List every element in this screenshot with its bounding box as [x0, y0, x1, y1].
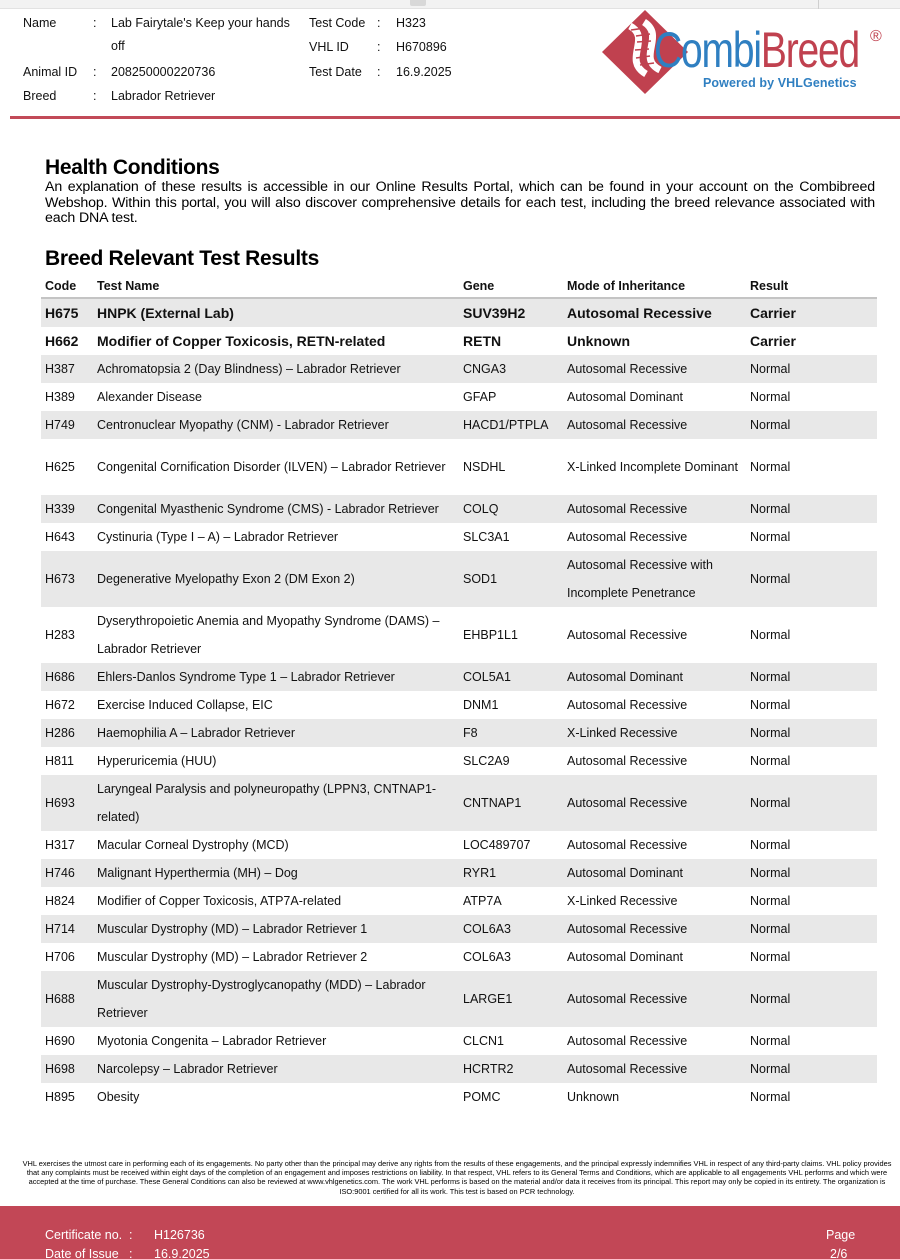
cell-test-name: Malignant Hyperthermia (MH) – Dog	[93, 859, 459, 887]
table-row	[41, 383, 877, 411]
cell-result: Carrier	[750, 333, 796, 349]
cell-gene: LARGE1	[459, 971, 563, 1027]
page-footer	[0, 1206, 900, 1259]
cell-code: H643	[45, 530, 75, 544]
cell-code: H625	[45, 460, 75, 474]
cell-result: Carrier	[746, 298, 877, 327]
cell-test-name: Dyserythropoietic Anemia and Myopathy Syndrome (DAMS) – Labrador Retriever	[97, 614, 440, 656]
table-row	[41, 831, 877, 859]
cell-result: Normal	[746, 775, 877, 831]
cell-result: Normal	[750, 628, 791, 642]
table-row	[41, 775, 877, 831]
table-row	[41, 719, 877, 747]
cell-result: Normal	[750, 754, 791, 768]
cell-mode: Autosomal Recessive	[563, 298, 746, 327]
cell-mode: Autosomal Recessive	[567, 1034, 688, 1048]
cell-test-name: Ehlers-Danlos Syndrome Type 1 – Labrador Retriever	[93, 663, 459, 691]
cell-gene: POMC	[463, 1090, 501, 1104]
table-row	[41, 551, 877, 607]
cell-result: Normal	[750, 698, 791, 712]
cell-gene: NSDHL	[463, 460, 506, 474]
col-header-code: Code	[41, 275, 93, 298]
cell-mode: Autosomal Recessive	[567, 698, 688, 712]
cell-code: H895	[45, 1090, 75, 1104]
page-label: Page	[826, 1228, 856, 1242]
cell-mode: Autosomal Dominant	[567, 390, 684, 404]
cell-gene: SOD1	[459, 551, 563, 607]
col-header-test-name: Test Name	[93, 275, 459, 298]
cell-code: H286	[41, 719, 93, 747]
cell-code: H387	[41, 355, 93, 383]
cell-gene: DNM1	[463, 698, 499, 712]
name-colon: :	[93, 16, 97, 30]
issue-date-value: 16.9.2025	[154, 1247, 210, 1259]
cell-code: H706	[45, 950, 75, 964]
test-date-label: Test Date	[309, 65, 362, 79]
cell-result: Normal	[746, 411, 877, 439]
table-row	[41, 298, 877, 327]
cell-gene: CLCN1	[463, 1034, 504, 1048]
cell-code: H339	[41, 495, 93, 523]
animal-id-label: Animal ID	[23, 65, 78, 79]
page-number: 2/6	[830, 1247, 848, 1259]
table-row	[41, 915, 877, 943]
cell-gene: SLC3A1	[463, 530, 510, 544]
cell-gene: SLC2A9	[463, 754, 510, 768]
cell-code: H389	[45, 390, 75, 404]
name-value-continued: off	[111, 39, 125, 53]
cell-mode: Autosomal Recessive with Incomplete Penetrance	[563, 551, 746, 607]
cell-test-name: Muscular Dystrophy-Dystroglycanopathy (MDD) – Labrador Retriever	[93, 971, 459, 1027]
cell-result: Normal	[746, 971, 877, 1027]
cell-mode: Autosomal Recessive	[563, 495, 746, 523]
test-date-value: 16.9.2025	[396, 65, 452, 79]
cell-gene: COL6A3	[463, 950, 511, 964]
name-label: Name	[23, 16, 57, 30]
cell-mode: X-Linked Recessive	[567, 894, 678, 908]
cell-test-name: HNPK (External Lab)	[93, 298, 459, 327]
cell-test-name: Modifier of Copper Toxicosis, RETN-related	[97, 333, 386, 349]
cell-mode: Autosomal Recessive	[563, 971, 746, 1027]
issue-date-label: Date of Issue	[45, 1247, 119, 1259]
certificate-line	[45, 1228, 205, 1242]
cell-mode: Autosomal Recessive	[563, 411, 746, 439]
table-row	[41, 747, 877, 775]
cell-test-name: Centronuclear Myopathy (CNM) - Labrador Retriever	[93, 411, 459, 439]
cell-result: Normal	[746, 551, 877, 607]
table-row	[41, 607, 877, 663]
cell-code: H672	[45, 698, 75, 712]
cell-result: Normal	[746, 663, 877, 691]
cell-mode: Autosomal Recessive	[563, 775, 746, 831]
cell-mode: Autosomal Dominant	[567, 950, 684, 964]
cell-test-name: Obesity	[97, 1090, 140, 1104]
cell-gene: RETN	[463, 333, 502, 349]
table-row	[41, 327, 877, 355]
cell-test-name: Cystinuria (Type I – A) – Labrador Retriever	[97, 530, 339, 544]
cell-gene: COLQ	[459, 495, 563, 523]
disclaimer-text: VHL exercises the utmost care in performing each of its engagements. No party other than the principal may derive any rights from the results of these engagements, and the principal expressly indemnifies VHL in respect of any third-party claims. VHL policy provides that any complaints must be received within eight days of the completion of an engagement and imposes restrictions on liability. In that respect, VHL refers to its General Terms and Conditions, which are applicable to all engagements VHL performs and which were accepted at the time of purchase. These General Conditions can also be reviewed at www.vhlgenetics.com. The work VHL performs is based on the material and/or data it receives from its principal. This report may only be copied in its entirety. The organization is ISO:9001 certified for all its work. This test is based on PCR technology.	[22, 1159, 892, 1196]
cell-test-name: Congenital Cornification Disorder (ILVEN) – Labrador Retriever	[97, 460, 446, 474]
test-code-value: H323	[396, 16, 426, 30]
logo-word-combi: Combi	[654, 22, 761, 78]
cell-gene: SUV39H2	[459, 298, 563, 327]
cell-result: Normal	[746, 915, 877, 943]
cell-test-name: Laryngeal Paralysis and polyneuropathy (LPPN3, CNTNAP1-related)	[93, 775, 459, 831]
cell-gene: ATP7A	[463, 894, 502, 908]
table-row	[41, 971, 877, 1027]
viewer-tab-stub[interactable]	[410, 0, 426, 6]
certificate-label: Certificate no.	[45, 1228, 123, 1242]
cell-mode: Unknown	[567, 333, 630, 349]
health-intro-text: An explanation of these results is accessible in our Online Results Portal, which can be found in your account on the Combibreed Webshop. Within this portal, you will also discover comprehensive details for each test, including the breed relevance associated with each DNA test.	[45, 179, 875, 226]
table-row	[41, 691, 877, 719]
col-header-gene: Gene	[459, 275, 563, 298]
cell-gene: HCRTR2	[459, 1055, 563, 1083]
results-table-body	[41, 298, 877, 1111]
table-row	[41, 943, 877, 971]
table-row	[41, 1027, 877, 1055]
cell-test-name: Narcolepsy – Labrador Retriever	[93, 1055, 459, 1083]
cell-code: H811	[45, 754, 74, 768]
cell-gene: COL6A3	[459, 915, 563, 943]
breed-value: Labrador Retriever	[111, 89, 216, 103]
cell-test-name: Muscular Dystrophy (MD) – Labrador Retriever 1	[93, 915, 459, 943]
col-header-mode: Mode of Inheritance	[563, 275, 746, 298]
cell-code: H749	[41, 411, 93, 439]
cell-result: Normal	[750, 1034, 791, 1048]
health-conditions-title: Health Conditions	[45, 156, 220, 179]
header-divider	[10, 116, 900, 119]
cell-test-name: Degenerative Myelopathy Exon 2 (DM Exon 2)	[93, 551, 459, 607]
cell-mode: Autosomal Recessive	[563, 1055, 746, 1083]
cell-result: Normal	[750, 838, 791, 852]
cell-test-name: Macular Corneal Dystrophy (MCD)	[97, 838, 289, 852]
cell-mode: Autosomal Recessive	[567, 628, 688, 642]
cell-code: H283	[45, 628, 75, 642]
vhl-id-colon: :	[377, 40, 381, 54]
cell-gene: CNTNAP1	[459, 775, 563, 831]
cell-result: Normal	[746, 1055, 877, 1083]
results-table	[41, 275, 877, 1111]
certificate-colon: :	[129, 1228, 133, 1242]
cell-gene: EHBP1L1	[463, 628, 518, 642]
results-title: Breed Relevant Test Results	[45, 247, 319, 270]
cell-result: Normal	[746, 859, 877, 887]
cell-test-name: Exercise Induced Collapse, EIC	[97, 698, 273, 712]
cell-test-name: Haemophilia A – Labrador Retriever	[93, 719, 459, 747]
cell-test-name: Alexander Disease	[97, 390, 202, 404]
table-row	[41, 439, 877, 495]
cell-code: H746	[41, 859, 93, 887]
name-value: Lab Fairytale's Keep your hands	[111, 16, 290, 30]
cell-result: Normal	[750, 460, 791, 474]
cell-code: H698	[41, 1055, 93, 1083]
table-row	[41, 859, 877, 887]
test-code-colon: :	[377, 16, 381, 30]
certificate-value: H126736	[154, 1228, 205, 1242]
table-row	[41, 523, 877, 551]
table-row	[41, 411, 877, 439]
table-row	[41, 1055, 877, 1083]
cell-result: Normal	[750, 390, 791, 404]
cell-mode: Autosomal Recessive	[563, 355, 746, 383]
cell-test-name: Hyperuricemia (HUU)	[97, 754, 217, 768]
cell-code: H690	[45, 1034, 75, 1048]
col-header-result: Result	[746, 275, 877, 298]
animal-id-colon: :	[93, 65, 97, 79]
cell-code: H673	[41, 551, 93, 607]
vhl-id-value: H670896	[396, 40, 447, 54]
cell-result: Normal	[746, 355, 877, 383]
vhl-id-label: VHL ID	[309, 40, 349, 54]
cell-test-name: Achromatopsia 2 (Day Blindness) – Labrador Retriever	[93, 355, 459, 383]
logo-word-breed: Breed	[760, 22, 860, 78]
cell-code: H693	[41, 775, 93, 831]
table-row	[41, 495, 877, 523]
cell-mode: Autosomal Dominant	[563, 859, 746, 887]
cell-gene: F8	[459, 719, 563, 747]
cell-mode: Autosomal Recessive	[567, 838, 688, 852]
cell-test-name: Muscular Dystrophy (MD) – Labrador Retriever 2	[97, 950, 368, 964]
cell-code: H824	[45, 894, 75, 908]
cell-result: Normal	[750, 894, 791, 908]
cell-gene: COL5A1	[459, 663, 563, 691]
cell-result: Normal	[750, 1090, 791, 1104]
logo-tagline: Powered by VHLGenetics	[703, 76, 857, 90]
cell-mode: X-Linked Recessive	[563, 719, 746, 747]
cell-mode: Autosomal Dominant	[563, 663, 746, 691]
cell-mode: Autosomal Recessive	[563, 915, 746, 943]
cell-mode: Unknown	[567, 1090, 620, 1104]
table-row	[41, 887, 877, 915]
cell-code: H714	[41, 915, 93, 943]
cell-result: Normal	[750, 530, 791, 544]
cell-code: H686	[41, 663, 93, 691]
cell-test-name: Congenital Myasthenic Syndrome (CMS) - Labrador Retriever	[93, 495, 459, 523]
cell-code: H675	[41, 298, 93, 327]
table-header-row	[41, 275, 877, 298]
cell-gene: LOC489707	[463, 838, 531, 852]
table-row	[41, 1083, 877, 1111]
breed-colon: :	[93, 89, 97, 103]
cell-mode: Autosomal Recessive	[567, 754, 688, 768]
cell-mode: X-Linked Incomplete Dominant	[567, 460, 738, 474]
cell-code: H662	[45, 333, 79, 349]
breed-label: Breed	[23, 89, 57, 103]
cell-code: H317	[45, 838, 75, 852]
cell-test-name: Myotonia Congenita – Labrador Retriever	[97, 1034, 327, 1048]
issue-date-line	[45, 1247, 210, 1259]
cell-code: H688	[41, 971, 93, 1027]
test-code-label: Test Code	[309, 16, 366, 30]
cell-test-name: Modifier of Copper Toxicosis, ATP7A-related	[97, 894, 342, 908]
cell-result: Normal	[746, 495, 877, 523]
cell-gene: CNGA3	[459, 355, 563, 383]
issue-date-colon: :	[129, 1247, 133, 1259]
cell-mode: Autosomal Recessive	[567, 530, 688, 544]
registered-mark: ®	[870, 28, 882, 45]
animal-id-value: 208250000220736	[111, 65, 216, 79]
cell-gene: HACD1/PTPLA	[459, 411, 563, 439]
cell-gene: GFAP	[463, 390, 497, 404]
cell-result: Normal	[746, 719, 877, 747]
table-row	[41, 663, 877, 691]
cell-gene: RYR1	[459, 859, 563, 887]
logo-wordmark	[654, 22, 859, 78]
table-row	[41, 355, 877, 383]
test-date-colon: :	[377, 65, 381, 79]
combibreed-logo	[600, 8, 892, 96]
cell-result: Normal	[750, 950, 791, 964]
